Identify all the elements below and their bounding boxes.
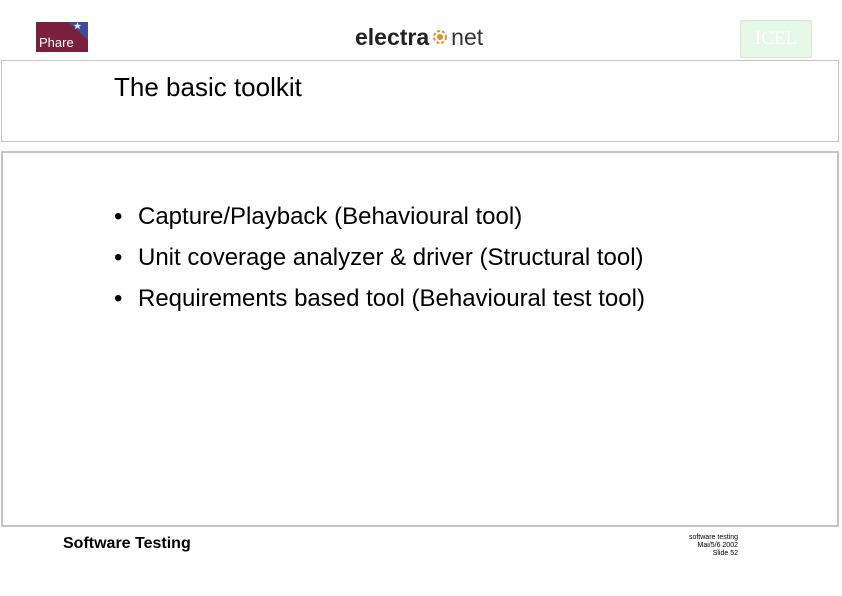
electra-net-logo bbox=[355, 22, 483, 52]
footer-info-line: software testing bbox=[688, 534, 738, 541]
slide-title: The basic toolkit bbox=[114, 72, 302, 102]
electra-sun-icon bbox=[431, 28, 449, 46]
icel-logo-text: ICEL bbox=[754, 28, 798, 49]
bullet-icon: • bbox=[114, 244, 123, 271]
footer-date: Mai/5/6 2002 bbox=[697, 542, 738, 549]
bullet-icon: • bbox=[114, 203, 123, 230]
bullet-icon: • bbox=[114, 285, 123, 312]
bullet-list bbox=[114, 196, 645, 319]
bullet-item bbox=[114, 237, 645, 278]
footer-course-title: Software Testing bbox=[63, 535, 191, 552]
bullet-item bbox=[114, 196, 645, 237]
footer-slide-number: Slide 52 bbox=[712, 550, 738, 557]
electra-logo-text: electra bbox=[355, 23, 430, 50]
phare-logo-text: Phare bbox=[39, 35, 74, 50]
footer-slide-info bbox=[640, 534, 738, 558]
bullet-text: Unit coverage analyzer & driver (Structural tool) bbox=[138, 244, 644, 271]
bullet-text: Requirements based tool (Behavioural test tool) bbox=[138, 285, 645, 312]
bullet-item bbox=[114, 278, 645, 319]
net-logo-text: net bbox=[451, 23, 484, 50]
icel-logo bbox=[740, 20, 812, 58]
phare-logo bbox=[36, 22, 88, 52]
bullet-text: Capture/Playback (Behavioural tool) bbox=[138, 203, 523, 230]
